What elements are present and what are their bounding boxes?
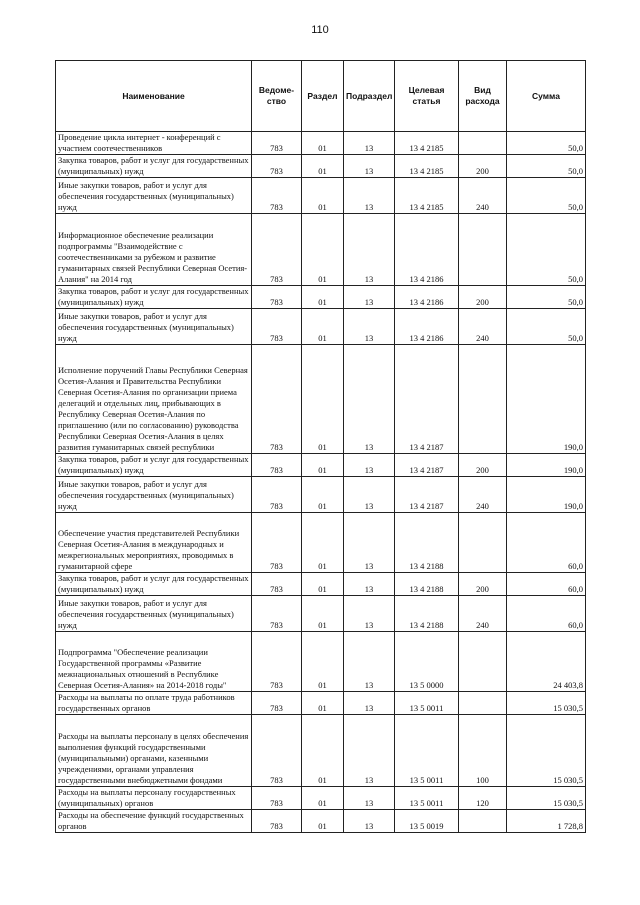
header-row bbox=[56, 61, 586, 132]
row-sum: 15 030,5 bbox=[507, 787, 586, 810]
header-section: Раздел bbox=[302, 61, 344, 132]
row-name: Информационное обеспечение реализации подпрограммы "Взаимодействие с соотечественниками за рубежом и развитие гуманитарных связей Республики Северная Осетия-Алания" на 2014 год bbox=[56, 214, 252, 286]
row-section: 01 bbox=[302, 513, 344, 573]
table-row bbox=[56, 454, 586, 477]
row-subsection: 13 bbox=[344, 513, 395, 573]
row-section: 01 bbox=[302, 692, 344, 715]
row-sum: 15 030,5 bbox=[507, 692, 586, 715]
row-subsection: 13 bbox=[344, 132, 395, 155]
header-target: Целевая статья bbox=[395, 61, 459, 132]
page-number: 110 bbox=[311, 24, 329, 36]
table-row bbox=[56, 596, 586, 632]
table-row bbox=[56, 286, 586, 309]
row-sum: 60,0 bbox=[507, 596, 586, 632]
row-target: 13 4 2185 bbox=[395, 155, 459, 178]
row-section: 01 bbox=[302, 596, 344, 632]
table-row bbox=[56, 309, 586, 345]
row-target: 13 4 2188 bbox=[395, 596, 459, 632]
row-section: 01 bbox=[302, 787, 344, 810]
row-sum: 50,0 bbox=[507, 132, 586, 155]
row-expense: 100 bbox=[459, 715, 507, 787]
row-section: 01 bbox=[302, 214, 344, 286]
row-subsection: 13 bbox=[344, 155, 395, 178]
header-expense: Вид расхода bbox=[459, 61, 507, 132]
row-subsection: 13 bbox=[344, 715, 395, 787]
row-name: Закупка товаров, работ и услуг для государственных (муниципальных) нужд bbox=[56, 573, 252, 596]
table-row bbox=[56, 178, 586, 214]
row-expense bbox=[459, 214, 507, 286]
row-dept: 783 bbox=[252, 286, 302, 309]
row-target: 13 4 2186 bbox=[395, 214, 459, 286]
row-subsection: 13 bbox=[344, 810, 395, 833]
row-expense bbox=[459, 345, 507, 454]
row-section: 01 bbox=[302, 477, 344, 513]
table-row bbox=[56, 715, 586, 787]
row-sum: 1 728,8 bbox=[507, 810, 586, 833]
row-name: Расходы на обеспечение функций государственных органов bbox=[56, 810, 252, 833]
row-target: 13 5 0011 bbox=[395, 715, 459, 787]
table-row bbox=[56, 345, 586, 454]
table-row bbox=[56, 810, 586, 833]
row-dept: 783 bbox=[252, 596, 302, 632]
row-name: Расходы на выплаты персоналу государственных (муниципальных) органов bbox=[56, 787, 252, 810]
table-row bbox=[56, 513, 586, 573]
row-subsection: 13 bbox=[344, 632, 395, 692]
row-dept: 783 bbox=[252, 632, 302, 692]
row-section: 01 bbox=[302, 286, 344, 309]
row-subsection: 13 bbox=[344, 454, 395, 477]
row-expense bbox=[459, 513, 507, 573]
row-dept: 783 bbox=[252, 155, 302, 178]
row-expense bbox=[459, 632, 507, 692]
row-expense: 200 bbox=[459, 286, 507, 309]
row-subsection: 13 bbox=[344, 214, 395, 286]
row-subsection: 13 bbox=[344, 573, 395, 596]
row-name: Закупка товаров, работ и услуг для государственных (муниципальных) нужд bbox=[56, 286, 252, 309]
row-expense: 240 bbox=[459, 309, 507, 345]
row-subsection: 13 bbox=[344, 345, 395, 454]
row-target: 13 5 0011 bbox=[395, 787, 459, 810]
row-sum: 50,0 bbox=[507, 286, 586, 309]
row-sum: 190,0 bbox=[507, 454, 586, 477]
row-target: 13 5 0011 bbox=[395, 692, 459, 715]
table-row bbox=[56, 573, 586, 596]
row-section: 01 bbox=[302, 632, 344, 692]
row-sum: 50,0 bbox=[507, 214, 586, 286]
header-name: Наименование bbox=[56, 61, 252, 132]
row-dept: 783 bbox=[252, 454, 302, 477]
row-dept: 783 bbox=[252, 477, 302, 513]
row-expense: 120 bbox=[459, 787, 507, 810]
row-subsection: 13 bbox=[344, 178, 395, 214]
row-name: Иные закупки товаров, работ и услуг для обеспечения государственных (муниципальных) нужд bbox=[56, 178, 252, 214]
row-dept: 783 bbox=[252, 345, 302, 454]
row-name: Иные закупки товаров, работ и услуг для обеспечения государственных (муниципальных) нужд bbox=[56, 309, 252, 345]
row-name: Иные закупки товаров, работ и услуг для обеспечения государственных (муниципальных) нужд bbox=[56, 596, 252, 632]
row-subsection: 13 bbox=[344, 692, 395, 715]
header-subsection: Подраздел bbox=[344, 61, 395, 132]
row-section: 01 bbox=[302, 345, 344, 454]
row-section: 01 bbox=[302, 155, 344, 178]
row-sum: 15 030,5 bbox=[507, 715, 586, 787]
row-name: Расходы на выплаты по оплате труда работников государственных органов bbox=[56, 692, 252, 715]
row-target: 13 4 2188 bbox=[395, 513, 459, 573]
row-dept: 783 bbox=[252, 132, 302, 155]
row-section: 01 bbox=[302, 715, 344, 787]
row-sum: 50,0 bbox=[507, 309, 586, 345]
row-target: 13 4 2185 bbox=[395, 132, 459, 155]
row-dept: 783 bbox=[252, 692, 302, 715]
row-expense: 240 bbox=[459, 477, 507, 513]
row-subsection: 13 bbox=[344, 286, 395, 309]
table-row bbox=[56, 787, 586, 810]
row-dept: 783 bbox=[252, 573, 302, 596]
row-expense: 200 bbox=[459, 155, 507, 178]
row-name: Закупка товаров, работ и услуг для государственных (муниципальных) нужд bbox=[56, 155, 252, 178]
header-dept: Ведоме- ство bbox=[252, 61, 302, 132]
row-section: 01 bbox=[302, 454, 344, 477]
row-name: Исполнение поручений Главы Республики Северная Осетия-Алания и Правительства Республики Северная Осетия-Алания по организации приема делегаций и отдельных лиц, прибывающих в Республику Северная Осетия-Алания по приглашению (или по согласованию) руководства Республики Северная Осетия-Алания в целях развития гуманитарных связей республики bbox=[56, 345, 252, 454]
row-target: 13 4 2186 bbox=[395, 286, 459, 309]
row-dept: 783 bbox=[252, 214, 302, 286]
row-dept: 783 bbox=[252, 513, 302, 573]
table-row bbox=[56, 632, 586, 692]
row-sum: 60,0 bbox=[507, 513, 586, 573]
row-expense: 200 bbox=[459, 454, 507, 477]
row-section: 01 bbox=[302, 132, 344, 155]
row-name: Обеспечение участия представителей Республики Северная Осетия-Алания в международных и межрегиональных мероприятиях, проводимых в гуманитарной сфере bbox=[56, 513, 252, 573]
row-name: Закупка товаров, работ и услуг для государственных (муниципальных) нужд bbox=[56, 454, 252, 477]
row-target: 13 4 2186 bbox=[395, 309, 459, 345]
table-row bbox=[56, 692, 586, 715]
row-expense: 240 bbox=[459, 596, 507, 632]
table-row bbox=[56, 214, 586, 286]
row-subsection: 13 bbox=[344, 596, 395, 632]
row-name: Расходы на выплаты персоналу в целях обеспечения выполнения функций государственными (муниципальными) органами, казенными учреждениями, органами управления государственными внебюджетными фондами bbox=[56, 715, 252, 787]
row-name: Подпрограмма "Обеспечение реализации Государственной программы «Развитие межнациональных отношений в Республике Северная Осетия-Алания» на 2014-2018 годы" bbox=[56, 632, 252, 692]
row-dept: 783 bbox=[252, 787, 302, 810]
row-target: 13 4 2185 bbox=[395, 178, 459, 214]
row-expense bbox=[459, 692, 507, 715]
row-target: 13 4 2187 bbox=[395, 454, 459, 477]
row-target: 13 4 2187 bbox=[395, 477, 459, 513]
row-dept: 783 bbox=[252, 715, 302, 787]
row-dept: 783 bbox=[252, 810, 302, 833]
row-expense bbox=[459, 810, 507, 833]
row-dept: 783 bbox=[252, 178, 302, 214]
row-expense bbox=[459, 132, 507, 155]
row-sum: 50,0 bbox=[507, 178, 586, 214]
table-row bbox=[56, 477, 586, 513]
row-name: Иные закупки товаров, работ и услуг для обеспечения государственных (муниципальных) нужд bbox=[56, 477, 252, 513]
row-expense: 240 bbox=[459, 178, 507, 214]
row-target: 13 5 0000 bbox=[395, 632, 459, 692]
table-row bbox=[56, 155, 586, 178]
row-sum: 190,0 bbox=[507, 345, 586, 454]
budget-table bbox=[55, 60, 586, 833]
row-sum: 24 403,8 bbox=[507, 632, 586, 692]
row-sum: 50,0 bbox=[507, 155, 586, 178]
row-subsection: 13 bbox=[344, 477, 395, 513]
row-target: 13 4 2188 bbox=[395, 573, 459, 596]
row-sum: 60,0 bbox=[507, 573, 586, 596]
row-target: 13 4 2187 bbox=[395, 345, 459, 454]
header-sum: Сумма bbox=[507, 61, 586, 132]
row-subsection: 13 bbox=[344, 787, 395, 810]
row-section: 01 bbox=[302, 573, 344, 596]
row-section: 01 bbox=[302, 810, 344, 833]
row-sum: 190,0 bbox=[507, 477, 586, 513]
row-section: 01 bbox=[302, 178, 344, 214]
row-expense: 200 bbox=[459, 573, 507, 596]
row-section: 01 bbox=[302, 309, 344, 345]
row-dept: 783 bbox=[252, 309, 302, 345]
row-target: 13 5 0019 bbox=[395, 810, 459, 833]
row-name: Проведение цикла интернет - конференций с участием соотечественников bbox=[56, 132, 252, 155]
row-subsection: 13 bbox=[344, 309, 395, 345]
table-row bbox=[56, 132, 586, 155]
